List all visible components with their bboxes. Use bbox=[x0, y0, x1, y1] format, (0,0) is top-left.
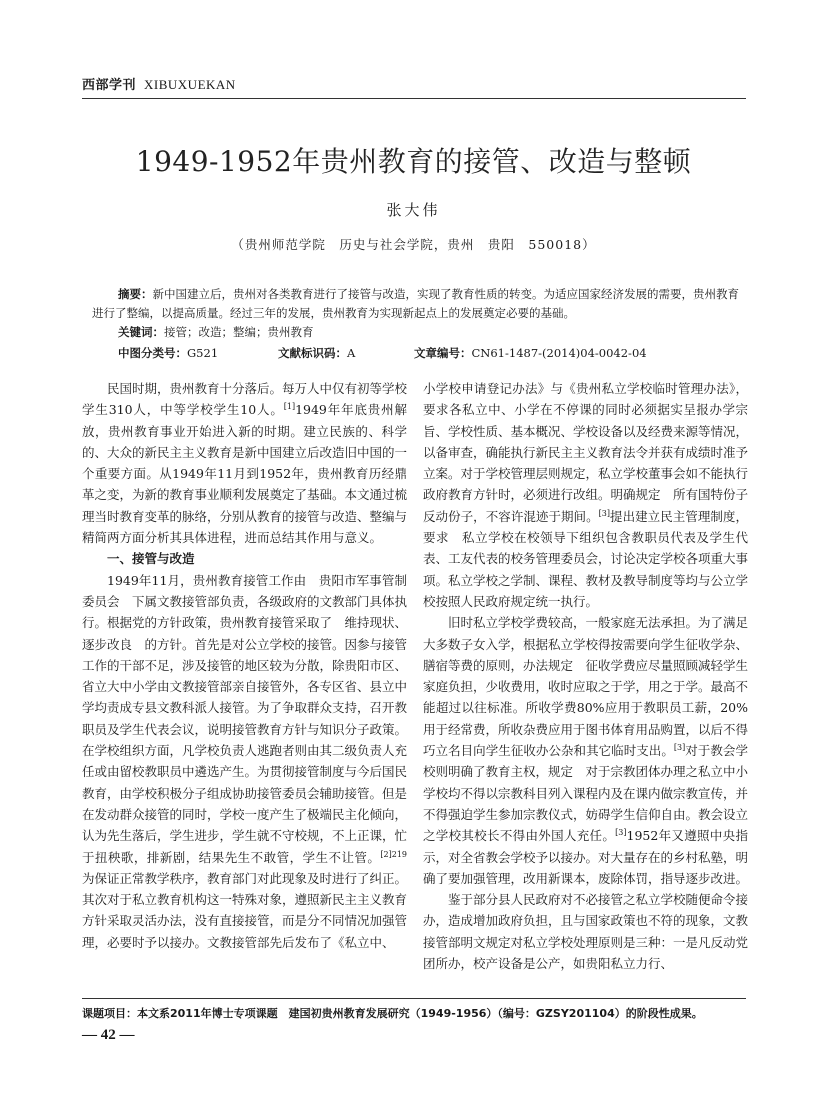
article-no-value: CN61-1487-(2014)04-0042-04 bbox=[471, 346, 647, 360]
page-number: — 42 — bbox=[82, 1027, 135, 1043]
article-title: 1949-1952年贵州教育的接管、改造与整顿 bbox=[135, 145, 692, 178]
section-heading: 一、接管与改造 bbox=[107, 551, 195, 567]
paragraph: 鉴于部分县人民政府对不必接管之私立学校随便命令接办，造成增加政府负担，且与国家政策也不符的现象，文教接管部明文规定对私立学校处理原则是三种：一是凡反动党团所办，校产设备是公产，如贵阳私立力行、 bbox=[423, 892, 749, 972]
right-column bbox=[423, 378, 748, 974]
abstract-label: 摘要： bbox=[118, 287, 153, 301]
citation: [3] bbox=[673, 742, 686, 752]
keywords-text: 接管；改造；整编；贵州教育 bbox=[164, 325, 314, 339]
journal-name-latin: XIBUXUEKAN bbox=[144, 77, 236, 92]
clc-label: 中图分类号： bbox=[118, 346, 187, 360]
abstract-text: 新中国建立后，贵州对各类教育进行了接管与改造，实现了教育性质的转变。为适应国家经济发展的需要，贵州教育进行了整编，以提高质量。经过三年的发展，贵州教育为实现新起点上的发展奠定必要的基础。 bbox=[92, 287, 739, 320]
journal-name: 西部学刊 bbox=[82, 77, 137, 92]
paragraph: 小学校申请登记办法》与《贵州私立学校临时管理办法》，要求各私立中、小学在不停课的同时必须据实呈报办学宗旨、学校性质、基本概况、学校设备以及经费来源等情况，以备审查，确能执行新民主主义教育法令并获有成绩时准予立案。对于学校管理层则规定，私立学校董事会如不能执行政府教育方针时，必须进行改组。明确规定 所有国特份子反动份子，不容许混迹于期间。[3]提出建立民主管理制度，要求 私立学校在校领导下组织包含教职员代表及学生代表、工友代表的校务管理委员会，讨论决定学校各项重大事项。私立学校之学制、课程、教材及教导制度等均与公立学校按照人民政府规定统一执行。 bbox=[423, 381, 749, 609]
keywords-label: 关键词： bbox=[118, 325, 164, 339]
funding-footnote: 课题项目：本文系2011年博士专项课题 建国初贵州教育发展研究（1949-1956）（编号：GZSY201104）的阶段性成果。 bbox=[82, 998, 746, 1021]
paragraph: 旧时私立学校学费较高，一般家庭无法承担。为了满足大多数子女入学，根据私立学校得按需要向学生征收学杂、膳宿等费的原则，办法规定 征收学费应尽量照顾减轻学生家庭负担，少收费用，收时应取之于学，用之于学。最高不能超过以往标准。所收学费80%应用于教职员工薪，20%用于经常费，所收杂费应用于图书体育用品购置，以后不得巧立名目向学生征收办公杂和其它临时支出。[3]对于教会学校则明确了教育主权，规定 对于宗教团体办理之私立中小学校均不得以宗教科目列入课程内及在课内做宗教宣传，并不得强迫学生参加宗教仪式，妨碍学生信仰自由。教会设立之学校其校长不得由外国人充任。[3]1952年又遵照中央指示，对全省教会学校予以接办。对大量存在的乡村私塾，明确了要加强管理，改用新课本，废除体罚，指导逐步改进。 bbox=[423, 615, 749, 886]
classification-line bbox=[92, 342, 742, 364]
citation: [3] bbox=[598, 508, 610, 518]
paragraph: 民国时期，贵州教育十分落后。每万人中仅有初等学校学生310人，中等学校学生10人。[1]1949年年底贵州解放，贵州教育事业开始进入新的时期。建立民族的、科学的、大众的新民主主义教育是新中国建立后改造旧中国的一个重要方面。从1949年11月到1952年，贵州教育历经鼎革之变，为新的教育事业顺利发展奠定了基础。本文通过梳理当时教育变革的脉络，分别从教育的接管与改造、整编与精简两方面分析其具体进程，进而总结其作用与意义。 bbox=[82, 381, 408, 546]
affiliation: （贵州师范学院 历史与社会学院，贵州 贵阳 550018） bbox=[231, 237, 596, 252]
paragraph: 1949年11月，贵州教育接管工作由 贵阳市军事管制委员会 下属文教接管部负责，各级政府的文教部门具体执行。根据党的方针政策，贵州教育接管采取了 维持现状、逐步改良 的方针。首先是对公立学校的接管。因参与接管工作的干部不足，涉及接管的地区较为分散，除贵阳市区、省立大中小学由文教接管部亲自接管外，各专区省、县立中学均责成专县文教科派人接管。为了争取群众支持，召开教职员及学生代表会议，说明接管教育方针与知识分子政策。在学校组织方面，凡学校负责人逃跑者则由其二级负责人充任或由留校教职员中遴选产生。为贯彻接管制度与今后国民教育，由学校积极分子组成协助接管委员会辅助接管。但是在发动群众接管的同时，学校一度产生了极端民主化倾向，认为先生落后，学生进步，学生就不守校规，不上正课，忙于扭秧歌，排新剧，结果先生不敢管，学生不让管。$^{[2]219}$为保证正常教学秩序，教育部门对此现象及时进行了纠正。其次对于私立教育机构这一特殊对象，遵照新民主主义教育方针采取灵活办法，没有直接接管，而是分不同情况加强管理，必要时予以接办。文教接管部先后发布了《私立中、 bbox=[82, 572, 408, 950]
abstract bbox=[92, 285, 742, 323]
doc-code-label: 文献标识码： bbox=[278, 346, 347, 360]
abstract-block bbox=[92, 285, 742, 364]
journal-header bbox=[82, 74, 746, 99]
doc-code-value: A bbox=[347, 346, 356, 360]
left-column bbox=[82, 378, 407, 953]
citation: [1] bbox=[283, 402, 296, 412]
citation: [2]219 bbox=[380, 849, 407, 859]
author: 张大伟 bbox=[386, 201, 441, 219]
citation: [3] bbox=[615, 828, 627, 838]
article-no-label: 文章编号： bbox=[414, 346, 472, 360]
keywords bbox=[92, 323, 742, 342]
clc-value: G521 bbox=[187, 346, 219, 360]
